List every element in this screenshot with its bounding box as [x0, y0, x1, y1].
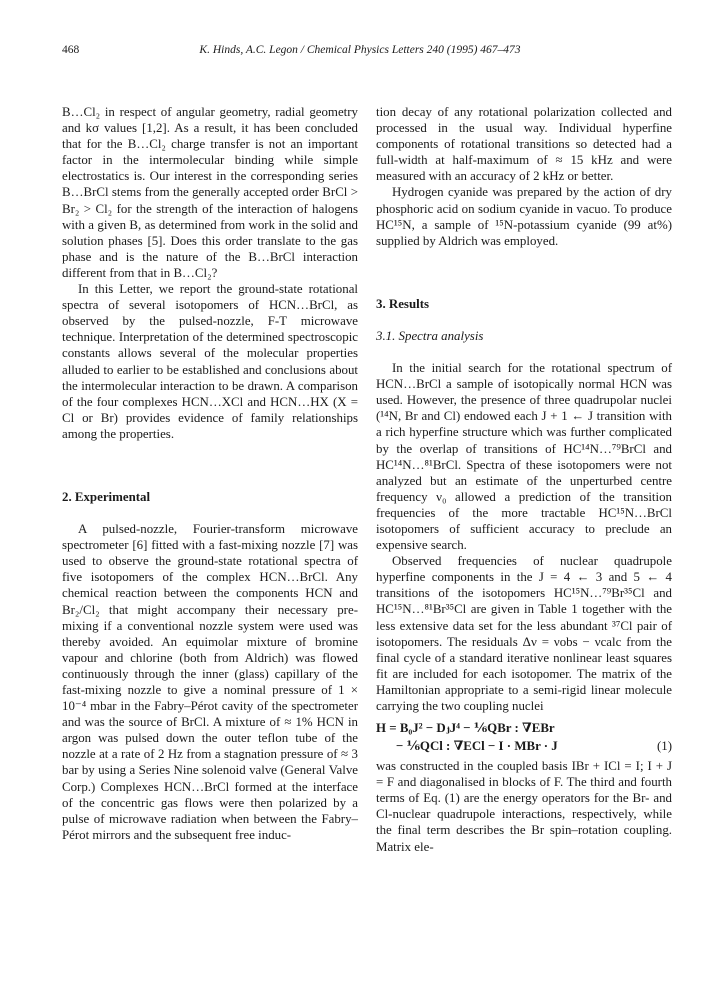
right-paragraph-4: Observed frequencies of nuclear quadrupole hyperfine components in the J = 4 ← 3 and 5 ← 4 transitions of the isotopomers HC¹⁵N…⁷⁹Br³⁵Cl and HC¹⁵N…⁸¹Br³⁵Cl are given in Table 1 together with the less extensive data set for the less abundant ³⁷Cl pair of isotopomers. The residuals Δν = νobs − νcalc from the final cycle of a standard iterative nonlinear least squares fit are included for each isotopomer. The matrix of the Hamiltonian appropriate to a semi-rigid linear molecule carrying the two coupling nuclei [376, 554, 672, 713]
left-paragraph-3: A pulsed-nozzle, Fourier-transform microwave spectrometer [6] fitted with a fast-mixing nozzle [7] was used to observe the ground-state rotational spectra of five isotopomers of the complex HCN…BrCl. Any chemical reaction between the components HCN and Br₂/Cl₂ that might accompany their necessary pre-mixing if a conventional nozzle system were used was thereby avoided. An equimolar mixture of bromine vapour and chlorine (both from Aldrich) was flowed continuously through the inner (glass) capillary of the fast-mixing nozzle to give a nominal pressure of 1 × 10⁻⁴ mbar in the Fabry–Pérot cavity of the spectrometer and was the source of BrCl. A mixture of ≈ 1% HCN in argon was pulsed down the outer teflon tube of the nozzle at a rate of 2 Hz from a stagnation pressure of ≈ 3 bar by using a Series Nine solenoid valve (General Valve Corp.) Complexes HCN…BrCl formed at the interface of the concentric gas flows were then polarized by a pulse of microwave radiation when between the Fabry–Pérot mirrors and the subsequent free induc- [62, 522, 358, 842]
equation-number: (1) [656, 739, 672, 754]
equation-text-1: H = B₀J² − DⱼJ⁴ − ⅙QBr : ∇EBr [376, 721, 555, 736]
page-number: 468 [62, 44, 80, 56]
subsection-heading-spectra-analysis: 3.1. Spectra analysis [376, 328, 484, 343]
page-header [62, 44, 658, 62]
section-heading-results: 3. Results [376, 296, 429, 311]
left-paragraph-2: In this Letter, we report the ground-state rotational spectra of several isotopomers of HCN…BrCl, as observed by the pulsed-nozzle, F-T microwave technique. Interpretation of the determined spectroscopic constants allows several of the molecular properties alluded to earlier to be established and conclusions about the intermolecular interaction to be drawn. A comparison of the four complexes HCN…XCl and HCN…HX (X = Cl or Br) provides evidence of family relationships among the properties. [62, 282, 358, 441]
equation-line-1 [376, 720, 672, 738]
right-paragraph-1: tion decay of any rotational polarization collected and processed in the usual way. Individual hyperfine components of rotational transitions so detected had a full-width at half-maximum of ≈ 15 kHz and were measured with an accuracy of 2 kHz or better. [376, 105, 672, 184]
left-column [62, 104, 358, 843]
section-heading-experimental: 2. Experimental [62, 489, 151, 504]
right-paragraph-5: was constructed in the coupled basis IBr + ICl = I; I + J = F and diagonalised in blocks of F. The third and fourth terms of Eq. (1) are the energy operators for the Br- and Cl-nuclear quadrupole interactions, respectively, while the final term describes the Br spin–rotation coupling. Matrix ele- [376, 759, 672, 854]
running-head: K. Hinds, A.C. Legon / Chemical Physics Letters 240 (1995) 467–473 [199, 44, 521, 56]
right-paragraph-2: Hydrogen cyanide was prepared by the action of dry phosphoric acid on sodium cyanide in vacuo. To produce HC¹⁵N, a sample of ¹⁵N-potassium cyanide (99 at%) supplied by Aldrich was employed. [376, 185, 672, 248]
right-paragraph-3: In the initial search for the rotational spectrum of HCN…BrCl a sample of isotopically normal HCN was used. However, the presence of three quadrupolar nuclei (¹⁴N, Br and Cl) endowed each J + 1 ← J transition with a rich hyperfine structure which was further complicated by the overlap of transitions of HC¹⁴N…⁷⁹BrCl and HC¹⁴N…⁸¹BrCl. Spectra of these isotopomers were not analyzed but an estimate of the unperturbed centre frequency ν₀ allowed a prediction of the transition frequencies of the more tractable HC¹⁵N…BrCl isotopomers of sufficient accuracy to preclude an expensive search. [376, 361, 672, 553]
left-paragraph-1: B…Cl₂ in respect of angular geometry, radial geometry and kσ values [1,2]. As a result, it has been concluded that for the B…Cl₂ charge transfer is not an important factor in the intermolecular binding while simple electrostatics is. Our interest in the corresponding series B…BrCl stems from the generally accepted order BrCl > Br₂ > Cl₂ for the strength of the interaction of halogens with a given B, as determined from work in the solid and solution phases [5]. Does this order translate to the gas phase and is the nature of the B…BrCl interaction different from that in B…Cl₂? [62, 105, 358, 280]
equation-line-2 [376, 738, 672, 756]
right-column [376, 104, 672, 855]
equation-text-2: − ⅙QCl : ∇ECl − I · MBr · J [396, 739, 558, 754]
